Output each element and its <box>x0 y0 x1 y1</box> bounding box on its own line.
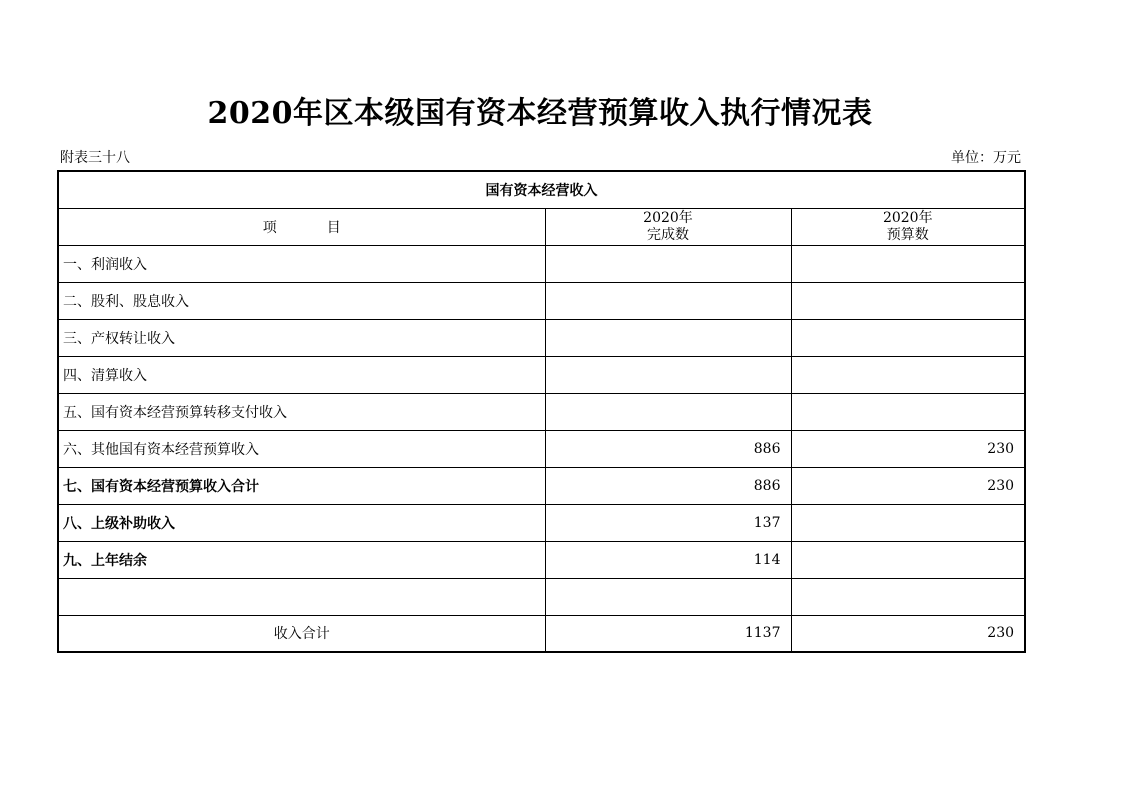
column-header-completed-year: 2020年 <box>643 209 693 226</box>
row-budget <box>791 356 1025 393</box>
column-header-budget <box>791 208 1025 245</box>
row-label: 六、其他国有资本经营预算收入 <box>58 430 545 467</box>
row-completed <box>545 245 791 282</box>
row-label: 一、利润收入 <box>58 245 545 282</box>
column-header-item-part2: 目 <box>326 219 341 236</box>
section-header-row <box>58 171 1025 208</box>
table-row <box>58 504 1025 541</box>
attachment-label: 附表三十八 <box>60 150 130 166</box>
row-label: 三、产权转让收入 <box>58 319 545 356</box>
column-header-budget-label: 预算数 <box>886 226 929 243</box>
row-completed: 114 <box>545 541 791 578</box>
row-budget <box>791 578 1025 615</box>
row-budget <box>791 541 1025 578</box>
row-budget <box>791 282 1025 319</box>
table-row <box>58 356 1025 393</box>
row-label: 四、清算收入 <box>58 356 545 393</box>
table-row <box>58 282 1025 319</box>
column-header-completed <box>545 208 791 245</box>
row-label: 八、上级补助收入 <box>58 504 545 541</box>
table-row <box>58 430 1025 467</box>
row-label <box>58 578 545 615</box>
row-budget: 230 <box>791 430 1025 467</box>
column-header-item <box>58 208 545 245</box>
total-budget: 230 <box>791 615 1025 652</box>
row-completed: 886 <box>545 430 791 467</box>
row-completed <box>545 319 791 356</box>
table-row <box>58 245 1025 282</box>
row-completed <box>545 282 791 319</box>
row-completed <box>545 578 791 615</box>
row-label: 七、国有资本经营预算收入合计 <box>58 467 545 504</box>
row-completed: 886 <box>545 467 791 504</box>
table-row-empty <box>58 578 1025 615</box>
row-budget <box>791 393 1025 430</box>
row-label: 二、股利、股息收入 <box>58 282 545 319</box>
total-label: 收入合计 <box>58 615 545 652</box>
table-row <box>58 541 1025 578</box>
row-budget: 230 <box>791 467 1025 504</box>
row-label: 九、上年结余 <box>58 541 545 578</box>
column-header-row <box>58 208 1025 245</box>
table-row <box>58 319 1025 356</box>
page-title: 2020年区本级国有资本经营预算收入执行情况表 <box>207 96 873 131</box>
total-completed: 1137 <box>545 615 791 652</box>
section-header: 国有资本经营收入 <box>58 171 1025 208</box>
row-completed: 137 <box>545 504 791 541</box>
total-row <box>58 615 1025 652</box>
row-budget <box>791 504 1025 541</box>
row-completed <box>545 356 791 393</box>
row-completed <box>545 393 791 430</box>
row-budget <box>791 245 1025 282</box>
column-header-item-part1: 项 <box>262 219 277 236</box>
row-label: 五、国有资本经营预算转移支付收入 <box>58 393 545 430</box>
table-row <box>58 467 1025 504</box>
budget-table <box>57 170 1026 653</box>
unit-label: 单位：万元 <box>951 150 1021 166</box>
row-budget <box>791 319 1025 356</box>
column-header-completed-label: 完成数 <box>647 226 689 243</box>
column-header-budget-year: 2020年 <box>882 209 933 226</box>
table-row <box>58 393 1025 430</box>
